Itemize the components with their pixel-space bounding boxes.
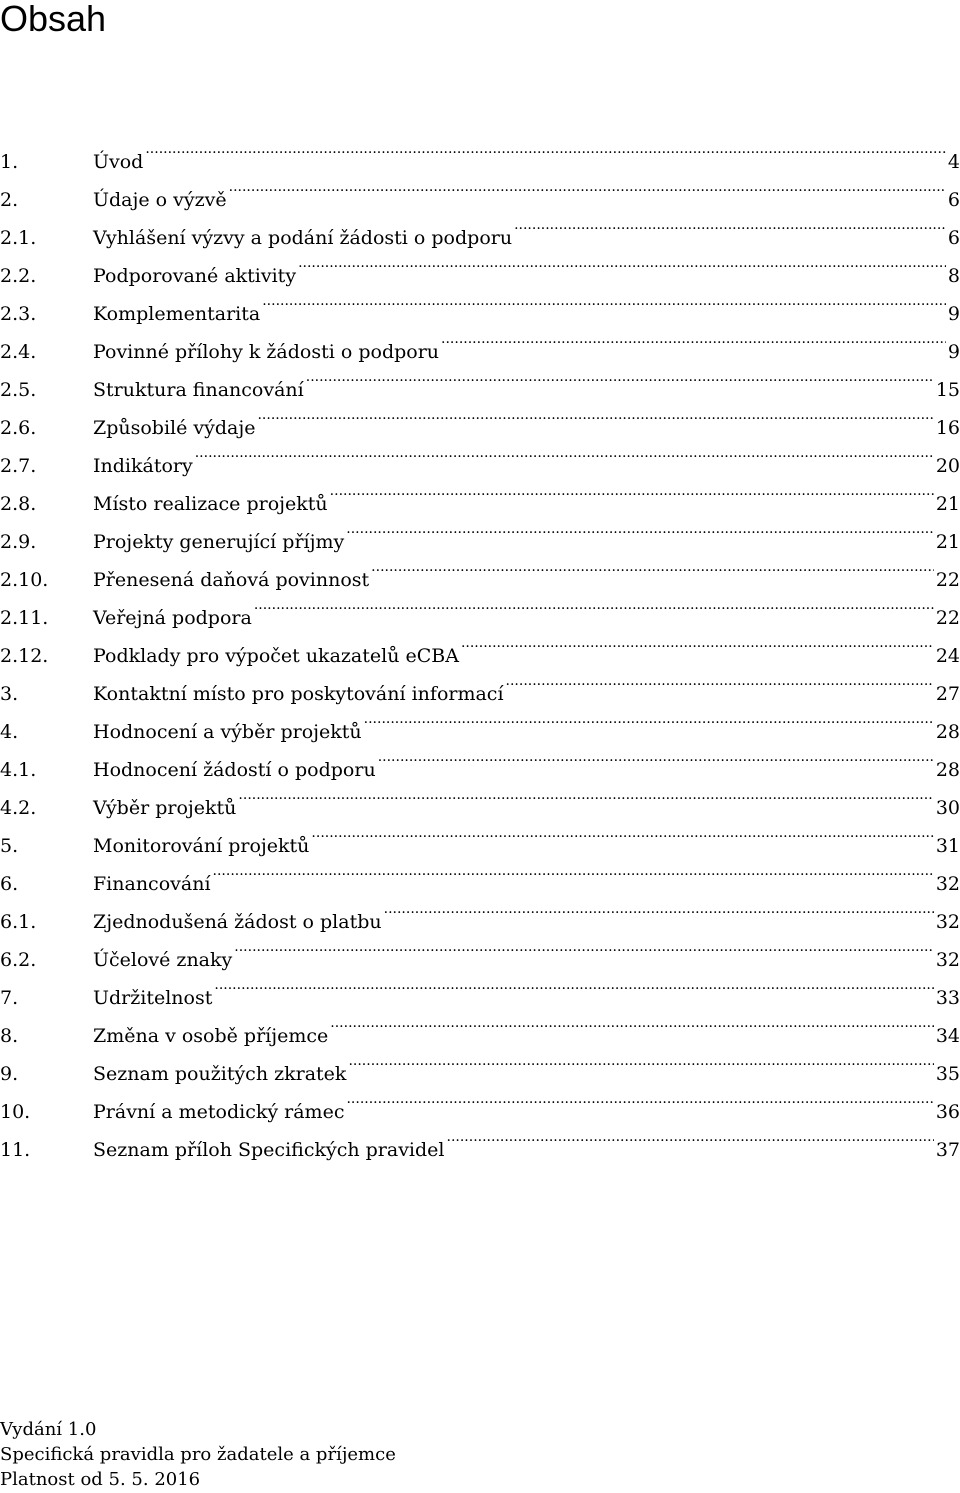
toc-entry-title[interactable]: Indikátory	[93, 455, 193, 477]
toc-entry-title[interactable]: Struktura financování	[93, 379, 304, 401]
toc-entry[interactable]	[0, 130, 960, 173]
toc-entry-number: 11.	[0, 1139, 31, 1161]
toc-entry-page: 21	[935, 493, 960, 515]
toc-dot-leader	[447, 1118, 934, 1156]
toc-entry-number: 2.8.	[0, 493, 37, 515]
toc-entry-title[interactable]: Údaje o výzvě	[93, 189, 227, 211]
toc-entry-page: 33	[935, 987, 960, 1009]
toc-dot-leader	[238, 776, 933, 814]
toc-entry-number: 2.10.	[0, 569, 49, 591]
toc-entry-title[interactable]: Právní a metodický rámec	[93, 1101, 345, 1123]
toc-entry-number: 4.2.	[0, 797, 37, 819]
toc-dot-leader	[213, 852, 934, 890]
toc-entry-number: 2.4.	[0, 341, 37, 363]
toc-entry-page: 35	[935, 1063, 960, 1085]
toc-entry-number: 2.3.	[0, 303, 37, 325]
toc-dot-leader	[311, 814, 933, 852]
toc-dot-leader	[262, 282, 946, 320]
toc-entry-title[interactable]: Projekty generující příjmy	[93, 531, 345, 553]
toc-dot-leader	[384, 890, 934, 928]
toc-entry-title[interactable]: Povinné přílohy k žádosti o podporu	[93, 341, 440, 363]
toc-entry-number: 2.2.	[0, 265, 37, 287]
toc-entry-title[interactable]: Seznam příloh Specifických pravidel	[93, 1139, 445, 1161]
toc-entry-title[interactable]: Změna v osobě příjemce	[93, 1025, 329, 1047]
toc-dot-leader	[346, 1080, 933, 1118]
toc-entry-number: 9.	[0, 1063, 19, 1085]
toc-entry-title[interactable]: Místo realizace projektů	[93, 493, 328, 515]
footer-document-name: Specifická pravidla pro žadatele a příjemce	[0, 1444, 396, 1465]
toc-dot-leader	[257, 396, 933, 434]
toc-entry-number: 2.7.	[0, 455, 37, 477]
toc-dot-leader	[229, 168, 946, 206]
toc-entry-title[interactable]: Podporované aktivity	[93, 265, 297, 287]
toc-entry-number: 2.1.	[0, 227, 37, 249]
toc-entry-page: 8	[947, 265, 960, 287]
toc-dot-leader	[254, 586, 934, 624]
toc-entry-title[interactable]: Vyhlášení výzvy a podání žádosti o podporu	[93, 227, 513, 249]
toc-entry-number: 2.12.	[0, 645, 49, 667]
toc-entry-number: 2.6.	[0, 417, 37, 439]
toc-entry-number: 6.	[0, 873, 19, 895]
toc-entry-page: 36	[935, 1101, 960, 1123]
toc-entry-page: 6	[947, 227, 960, 249]
toc-dot-leader	[371, 548, 934, 586]
toc-entry-page: 32	[935, 911, 960, 933]
toc-entry-number: 6.1.	[0, 911, 37, 933]
toc-entry-number: 1.	[0, 151, 19, 173]
toc-dot-leader	[330, 1004, 934, 1042]
toc-entry-number: 10.	[0, 1101, 31, 1123]
toc-entry-page: 30	[935, 797, 960, 819]
page-title: Obsah	[0, 0, 107, 39]
toc-dot-leader	[441, 320, 946, 358]
toc-entry-page: 32	[935, 949, 960, 971]
toc-entry-title[interactable]: Hodnocení žádostí o podporu	[93, 759, 376, 781]
toc-entry-title[interactable]: Monitorování projektů	[93, 835, 310, 857]
toc-dot-leader	[378, 738, 934, 776]
toc-entry-title[interactable]: Hodnocení a výběr projektů	[93, 721, 362, 743]
toc-entry-title[interactable]: Úvod	[93, 151, 144, 173]
toc-dot-leader	[514, 206, 946, 244]
toc-entry-title[interactable]: Seznam použitých zkratek	[93, 1063, 347, 1085]
toc-entry-page: 22	[935, 607, 960, 629]
toc-entry-title[interactable]: Financování	[93, 873, 211, 895]
toc-entry-title[interactable]: Zjednodušená žádost o platbu	[93, 911, 382, 933]
toc-entry-title[interactable]: Účelové znaky	[93, 949, 233, 971]
table-of-contents	[0, 130, 960, 1161]
footer-edition: Vydání 1.0	[0, 1419, 97, 1440]
toc-entry-title[interactable]: Udržitelnost	[93, 987, 213, 1009]
toc-dot-leader	[346, 510, 934, 548]
toc-entry-page: 31	[935, 835, 960, 857]
toc-entry-page: 16	[935, 417, 960, 439]
toc-entry-title[interactable]: Kontaktní místo pro poskytování informací	[93, 683, 504, 705]
toc-entry-page: 4	[947, 151, 960, 173]
toc-entry-page: 28	[935, 721, 960, 743]
toc-dot-leader	[195, 434, 934, 472]
toc-entry-page: 32	[935, 873, 960, 895]
toc-entry-page: 27	[935, 683, 960, 705]
toc-dot-leader	[145, 130, 946, 168]
toc-entry-page: 22	[935, 569, 960, 591]
toc-dot-leader	[348, 1042, 933, 1080]
toc-dot-leader	[506, 662, 934, 700]
toc-entry-page: 21	[935, 531, 960, 553]
toc-dot-leader	[306, 358, 934, 396]
toc-entry-title[interactable]: Komplementarita	[93, 303, 261, 325]
toc-entry-number: 2.	[0, 189, 19, 211]
toc-dot-leader	[214, 966, 933, 1004]
toc-entry-number: 4.1.	[0, 759, 37, 781]
toc-entry-page: 20	[935, 455, 960, 477]
toc-entry-title[interactable]: Veřejná podpora	[93, 607, 252, 629]
toc-entry-number: 2.11.	[0, 607, 49, 629]
toc-dot-leader	[234, 928, 934, 966]
toc-entry[interactable]	[0, 168, 960, 211]
toc-entry-title[interactable]: Podklady pro výpočet ukazatelů eCBA	[93, 645, 459, 667]
toc-entry-number: 8.	[0, 1025, 19, 1047]
toc-dot-leader	[298, 244, 946, 282]
toc-entry-title[interactable]: Způsobilé výdaje	[93, 417, 256, 439]
footer-validity: Platnost od 5. 5. 2016	[0, 1469, 201, 1490]
toc-entry-page: 34	[935, 1025, 960, 1047]
toc-dot-leader	[364, 700, 934, 738]
toc-entry-page: 9	[947, 303, 960, 325]
toc-entry-number: 5.	[0, 835, 19, 857]
toc-entry-number: 2.9.	[0, 531, 37, 553]
toc-entry-page: 37	[935, 1139, 960, 1161]
toc-entry-number: 3.	[0, 683, 19, 705]
toc-entry-title[interactable]: Přenesená daňová povinnost	[93, 569, 370, 591]
page-footer	[0, 1417, 396, 1492]
toc-entry-page: 28	[935, 759, 960, 781]
toc-entry-page: 24	[935, 645, 960, 667]
toc-entry-number: 4.	[0, 721, 19, 743]
toc-entry-page: 15	[935, 379, 960, 401]
toc-entry-page: 9	[947, 341, 960, 363]
toc-entry-number: 7.	[0, 987, 19, 1009]
toc-dot-leader	[461, 624, 934, 662]
toc-entry-number: 2.5.	[0, 379, 37, 401]
toc-dot-leader	[330, 472, 934, 510]
toc-entry-page: 6	[947, 189, 960, 211]
toc-entry-title[interactable]: Výběr projektů	[93, 797, 237, 819]
toc-entry-number: 6.2.	[0, 949, 37, 971]
